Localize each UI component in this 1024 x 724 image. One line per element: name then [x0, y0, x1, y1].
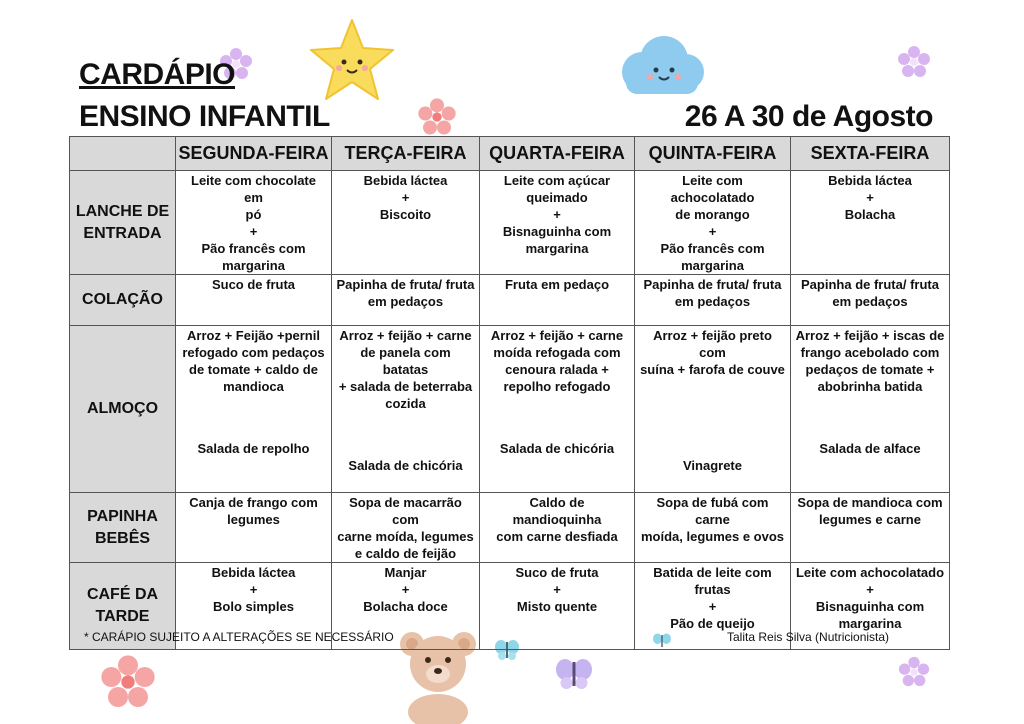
meal-label-line: TARDE: [95, 608, 150, 625]
menu-item-line: em pedaços: [367, 294, 444, 309]
menu-item-line: Leite com açúcar: [503, 173, 611, 188]
menu-item-line: de panela com batatas: [360, 345, 451, 377]
menu-item-line: Bebida láctea: [828, 173, 912, 188]
menu-item-line: cozida: [385, 396, 426, 411]
menu-cell: [176, 493, 332, 563]
meal-label-line: COLAÇÃO: [82, 291, 163, 308]
menu-item-line: +: [866, 582, 874, 597]
menu-item-line: Manjar: [384, 565, 427, 580]
header-row: [70, 137, 950, 171]
meal-row: [70, 493, 950, 563]
menu-item-line: margarina: [838, 616, 902, 631]
day-header: TERÇA-FEIRA: [332, 137, 480, 171]
day-header: SEGUNDA-FEIRA: [176, 137, 332, 171]
menu-item-line: Bolacha: [844, 207, 896, 222]
menu-item-line: Arroz + feijão + carne: [339, 328, 472, 343]
menu-item-line: Suco de fruta: [211, 277, 296, 292]
menu-cell: [480, 326, 635, 493]
menu-item-line: e caldo de feijão: [354, 546, 457, 561]
menu-item-line: moída refogada com: [493, 345, 621, 360]
menu-item-line: Sopa de mandioca com: [797, 495, 943, 510]
menu-item-line: margarina: [525, 241, 589, 256]
meal-label-line: ENTRADA: [83, 224, 162, 242]
meal-label-line: ALMOÇO: [86, 400, 159, 417]
menu-item-line: Suco de fruta: [515, 565, 599, 580]
menu-item-line: +: [708, 224, 717, 239]
corner-cell: [70, 137, 176, 171]
meal-label: [70, 171, 176, 275]
page-title: CARDÁPIO: [79, 58, 236, 91]
menu-cell: [635, 493, 791, 563]
menu-item-line: suína + farofa de couve: [640, 362, 785, 377]
menu-item-line: mandioca: [223, 379, 284, 394]
menu-item-line: Fruta em pedaço: [504, 277, 610, 292]
menu-item-line: legumes: [227, 512, 280, 527]
menu-item-line: frutas: [694, 582, 731, 597]
salad-item: Salada de chicória: [499, 441, 615, 456]
menu-item-line: legumes e carne: [819, 512, 921, 527]
menu-cell: [480, 493, 635, 563]
menu-item-line: queimado: [526, 190, 588, 205]
menu-item-line: de morango: [675, 207, 750, 222]
menu-cell: [480, 563, 635, 650]
menu-item-line: com carne desfiada: [496, 529, 618, 544]
menu-item-line: + salada de beterraba: [338, 379, 473, 394]
star-icon: [306, 14, 398, 106]
menu-item-line: margarina: [681, 258, 744, 273]
meal-row: [70, 171, 950, 275]
menu-cell: [791, 326, 950, 493]
flower-icon: [897, 655, 931, 689]
menu-item-line: +: [401, 190, 410, 205]
menu-item-line: Sopa de macarrão com: [349, 495, 462, 527]
menu-cell: [791, 171, 950, 275]
meal-label: [70, 326, 176, 493]
butterfly-icon: [554, 656, 594, 692]
disclaimer-note: * CARÁPIO SUJEITO A ALTERAÇÕES SE NECESSÁRIO: [84, 630, 394, 644]
menu-item-line: Arroz + Feijão +pernil: [187, 328, 320, 343]
menu-item-line: Bebida láctea: [211, 565, 296, 580]
cloud-icon: [612, 32, 710, 102]
flower-icon: [98, 652, 158, 712]
menu-cell: [176, 171, 332, 275]
menu-item-line: +: [553, 207, 561, 222]
meal-label-line: BEBÊS: [94, 529, 151, 547]
menu-item-line: Leite com achocolatado: [795, 565, 945, 580]
menu-cell: [332, 171, 480, 275]
menu-item-line: Papinha de fruta/ fruta: [801, 277, 939, 292]
salad-item: Vinagrete: [682, 458, 742, 473]
menu-item-line: Pão francês com: [201, 241, 306, 256]
menu-item-line: em pedaços: [674, 294, 751, 309]
menu-cell: [635, 326, 791, 493]
day-header: QUINTA-FEIRA: [635, 137, 791, 171]
menu-item-line: Biscoito: [379, 207, 432, 222]
menu-item-line: +: [553, 582, 561, 597]
menu-cell: [332, 326, 480, 493]
meal-row: [70, 326, 950, 493]
menu-item-line: Arroz + feijão preto com: [653, 328, 772, 360]
menu-item-line: repolho refogado: [503, 379, 611, 394]
menu-cell: [332, 493, 480, 563]
menu-cell: [791, 275, 950, 326]
menu-cell: [791, 493, 950, 563]
menu-item-line: Arroz + feijão + carne: [490, 328, 624, 343]
meal-label-line: LANCHE DE: [75, 202, 170, 220]
menu-item-line: Batida de leite com: [653, 565, 772, 580]
menu-item-line: Papinha de fruta/ fruta: [336, 277, 475, 292]
meal-row: [70, 275, 950, 326]
day-header: QUARTA-FEIRA: [480, 137, 635, 171]
menu-item-line: Canja de frango com: [189, 495, 318, 510]
menu-item-line: Caldo de mandioquinha: [512, 495, 602, 527]
menu-item-line: refogado com pedaços: [182, 345, 325, 360]
menu-item-line: Sopa de fubá com carne: [656, 495, 769, 527]
menu-item-line: +: [708, 599, 717, 614]
salad-item: Salada de repolho: [197, 441, 310, 456]
menu-table: [69, 136, 950, 650]
salad-item: Salada de chicória: [348, 458, 463, 473]
menu-item-line: Bisnaguinha com: [502, 224, 612, 239]
menu-cell: [635, 275, 791, 326]
flower-icon: [896, 44, 932, 80]
menu-item-line: Bisnaguinha com: [815, 599, 925, 614]
day-header: SEXTA-FEIRA: [791, 137, 950, 171]
menu-item-line: Bebida láctea: [363, 173, 448, 188]
nutritionist-signature: Talita Reis Silva (Nutricionista): [727, 630, 890, 644]
salad-item: Salada de alface: [819, 441, 921, 456]
menu-item-line: +: [866, 190, 874, 205]
menu-item-line: Arroz + feijão + iscas de: [795, 328, 945, 343]
meal-label: [70, 275, 176, 326]
meal-label-line: CAFÉ DA: [86, 586, 159, 603]
menu-item-line: margarina: [222, 258, 285, 273]
menu-item-line: pó: [245, 207, 262, 222]
date-range: 26 A 30 de Agosto: [684, 100, 933, 133]
menu-item-line: Leite com achocolatado: [670, 173, 755, 205]
menu-item-line: moída, legumes e ovos: [640, 529, 785, 544]
meal-label-line: PAPINHA: [87, 507, 158, 525]
menu-cell: [332, 275, 480, 326]
menu-item-line: frango acebolado com: [800, 345, 940, 360]
flower-icon: [416, 96, 458, 138]
menu-item-line: cenoura ralada +: [505, 362, 609, 377]
menu-item-line: abobrinha batida: [817, 379, 923, 394]
menu-item-line: de tomate + caldo de: [189, 362, 318, 377]
menu-item-line: pedaços de tomate +: [805, 362, 935, 377]
menu-item-line: em pedaços: [832, 294, 908, 309]
menu-item-line: +: [249, 582, 258, 597]
menu-item-line: Pão francês com: [660, 241, 765, 256]
menu-item-line: +: [401, 582, 410, 597]
page-subtitle: ENSINO INFANTIL: [79, 100, 330, 133]
menu-item-line: Leite com chocolate em: [191, 173, 316, 205]
menu-item-line: +: [249, 224, 258, 239]
menu-item-line: carne moída, legumes: [337, 529, 474, 544]
menu-item-line: Misto quente: [516, 599, 598, 614]
menu-cell: [480, 171, 635, 275]
menu-cell: [480, 275, 635, 326]
menu-item-line: Papinha de fruta/ fruta: [643, 277, 782, 292]
menu-item-line: Bolacha doce: [363, 599, 448, 614]
menu-item-line: Pão de queijo: [670, 616, 755, 631]
menu-cell: [635, 171, 791, 275]
meal-label: [70, 493, 176, 563]
menu-cell: [176, 326, 332, 493]
menu-cell: [176, 275, 332, 326]
menu-item-line: Bolo simples: [213, 599, 294, 614]
